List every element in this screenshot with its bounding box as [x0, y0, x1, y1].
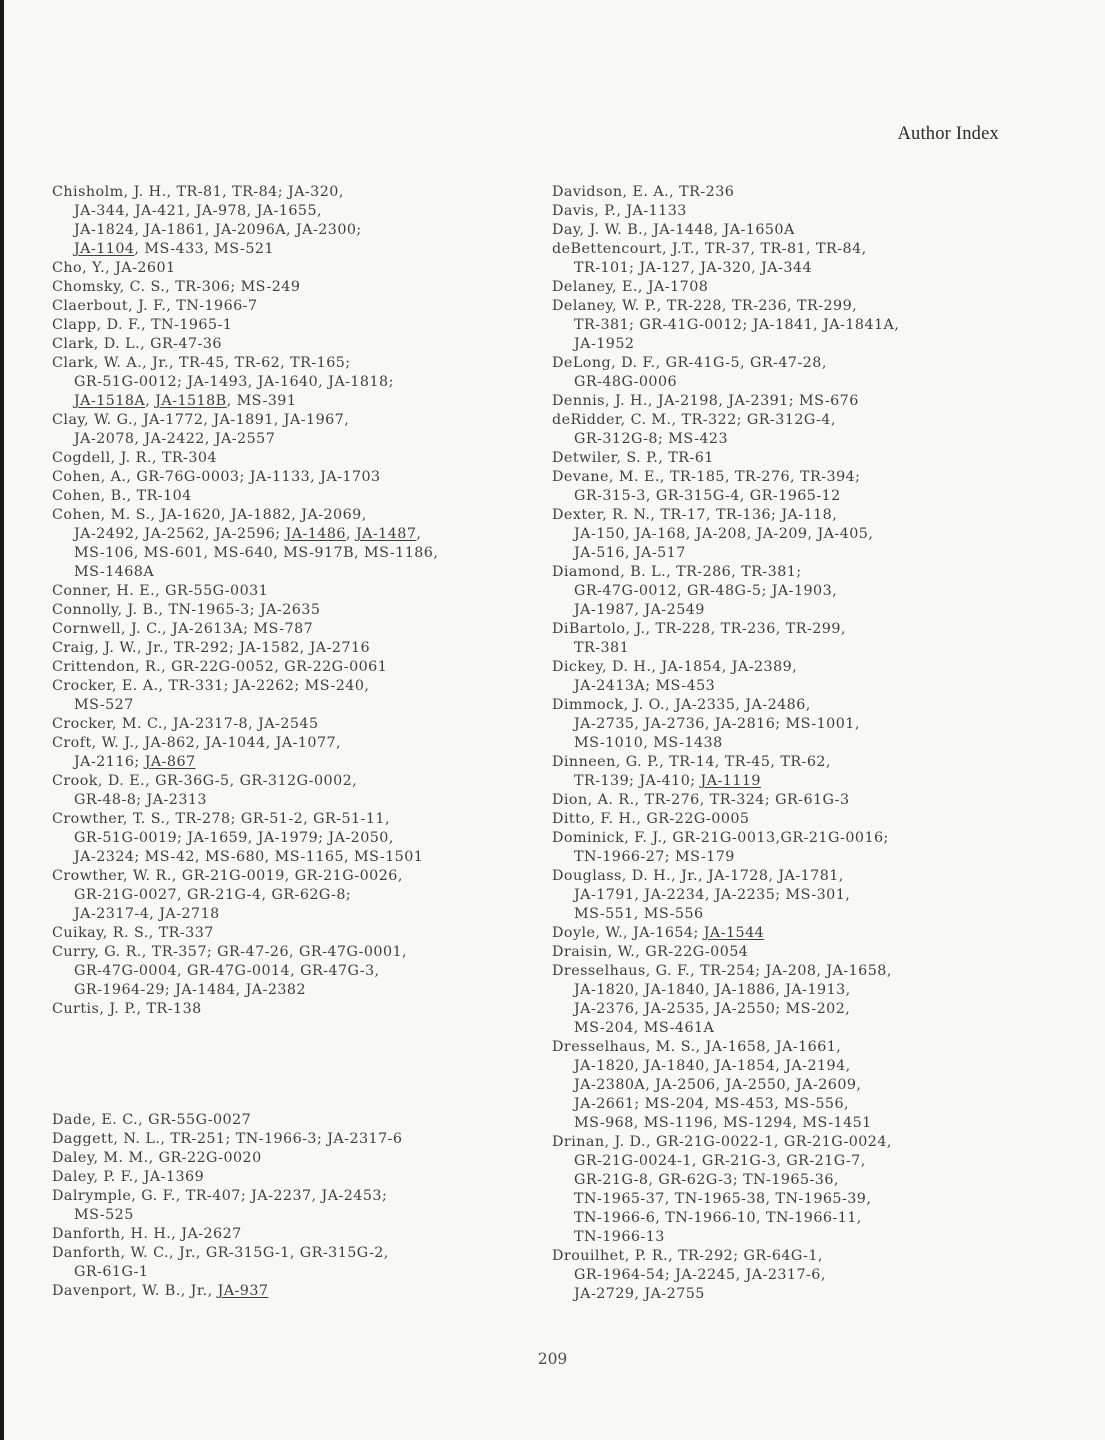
- entry-text: Crittendon, R., GR-22G-0052, GR-22G-0061: [52, 659, 388, 675]
- right-column: [552, 183, 1022, 1304]
- underlined-reference: JA-1104: [74, 241, 135, 257]
- index-entry: [52, 677, 522, 715]
- entry-text: Diamond, B. L., TR-286, TR-381;: [552, 564, 802, 580]
- underlined-reference: JA-1518B: [155, 393, 227, 409]
- entry-text: Connolly, J. B., TN-1965-3; JA-2635: [52, 602, 321, 618]
- entry-text: Croft, W. J., JA-862, JA-1044, JA-1077,: [52, 735, 342, 751]
- entry-text: JA-1791, JA-2234, JA-2235; MS-301,: [574, 887, 851, 903]
- entry-text: TN-1966-6, TN-1966-10, TN-1966-11,: [574, 1210, 862, 1226]
- index-entry: [552, 449, 1022, 468]
- underlined-reference: JA-1544: [703, 925, 765, 941]
- entry-text: Daley, M. M., GR-22G-0020: [52, 1150, 262, 1166]
- entry-text: Dalrymple, G. F., TR-407; JA-2237, JA-2453;: [52, 1188, 388, 1204]
- entry-text: Dresselhaus, M. S., JA-1658, JA-1661,: [552, 1039, 842, 1055]
- entry-text: JA-2317-4, JA-2718: [74, 906, 220, 922]
- entry-text: Clark, W. A., Jr., TR-45, TR-62, TR-165;: [52, 355, 351, 371]
- index-entry: [52, 1225, 522, 1244]
- index-entry: [52, 278, 522, 297]
- index-entry: [52, 1000, 522, 1019]
- entry-text: Daggett, N. L., TR-251; TN-1966-3; JA-2317-6: [52, 1131, 403, 1147]
- entry-text: JA-2376, JA-2535, JA-2550; MS-202,: [574, 1001, 851, 1017]
- entry-text: , MS-391: [226, 393, 297, 409]
- index-entry: [552, 278, 1022, 297]
- entry-text: Detwiler, S. P., TR-61: [552, 450, 714, 466]
- index-entry: [52, 810, 522, 867]
- underlined-reference: JA-937: [217, 1283, 269, 1299]
- entry-text: Dinneen, G. P., TR-14, TR-45, TR-62,: [552, 754, 831, 770]
- index-entry: [52, 734, 522, 772]
- index-entry: [52, 487, 522, 506]
- entry-text: GR-21G-0027, GR-21G-4, GR-62G-8;: [74, 887, 352, 903]
- index-entry: [552, 202, 1022, 221]
- entry-text: JA-1820, JA-1840, JA-1886, JA-1913,: [574, 982, 851, 998]
- entry-text: Crocker, M. C., JA-2317-8, JA-2545: [52, 716, 319, 732]
- entry-text: Douglass, D. H., Jr., JA-1728, JA-1781,: [552, 868, 844, 884]
- entry-text: MS-551, MS-556: [574, 906, 704, 922]
- entry-text: Davis, P., JA-1133: [552, 203, 687, 219]
- index-entry: [52, 943, 522, 1000]
- entry-text: Cornwell, J. C., JA-2613A; MS-787: [52, 621, 314, 637]
- index-section-c: [52, 183, 522, 1019]
- entry-text: Cohen, B., TR-104: [52, 488, 192, 504]
- index-entry: [552, 297, 1022, 354]
- entry-text: deRidder, C. M., TR-322; GR-312G-4,: [552, 412, 836, 428]
- entry-text: Clay, W. G., JA-1772, JA-1891, JA-1967,: [52, 412, 350, 428]
- underlined-reference: JA-1487: [355, 526, 417, 542]
- index-entry: [52, 411, 522, 449]
- entry-text: Clark, D. L., GR-47-36: [52, 336, 222, 352]
- index-entry: [52, 639, 522, 658]
- entry-text: Chomsky, C. S., TR-306; MS-249: [52, 279, 301, 295]
- entry-text: JA-150, JA-168, JA-208, JA-209, JA-405,: [574, 526, 874, 542]
- entry-text: Draisin, W., GR-22G-0054: [552, 944, 749, 960]
- index-entry: [552, 867, 1022, 924]
- index-entry: [52, 316, 522, 335]
- entry-text: TN-1965-37, TN-1965-38, TN-1965-39,: [574, 1191, 872, 1207]
- index-entry: [52, 468, 522, 487]
- entry-text: Doyle, W., JA-1654;: [552, 925, 704, 941]
- entry-text: Delaney, W. P., TR-228, TR-236, TR-299,: [552, 298, 858, 314]
- entry-text: Cho, Y., JA-2601: [52, 260, 176, 276]
- entry-text: Danforth, W. C., Jr., GR-315G-1, GR-315G-2,: [52, 1245, 389, 1261]
- entry-text: Conner, H. E., GR-55G-0031: [52, 583, 269, 599]
- entry-text: MS-1468A: [74, 564, 155, 580]
- entry-text: GR-48G-0006: [574, 374, 678, 390]
- index-entry: [52, 772, 522, 810]
- entry-text: MS-106, MS-601, MS-640, MS-917B, MS-1186,: [74, 545, 439, 561]
- entry-text: JA-2729, JA-2755: [574, 1286, 705, 1302]
- index-entry: [52, 1244, 522, 1282]
- index-entry: [52, 259, 522, 278]
- underlined-reference: JA-1119: [700, 773, 761, 789]
- entry-text: TR-381; GR-41G-0012; JA-1841, JA-1841A,: [574, 317, 900, 333]
- entry-text: , MS-433, MS-521: [134, 241, 274, 257]
- entry-text: Cohen, M. S., JA-1620, JA-1882, JA-2069,: [52, 507, 367, 523]
- index-entry: [52, 1149, 522, 1168]
- entry-text: Dimmock, J. O., JA-2335, JA-2486,: [552, 697, 811, 713]
- index-entry: [52, 715, 522, 734]
- index-entry: [552, 696, 1022, 753]
- entry-text: Dennis, J. H., JA-2198, JA-2391; MS-676: [552, 393, 859, 409]
- entry-text: GR-21G-0024-1, GR-21G-3, GR-21G-7,: [574, 1153, 866, 1169]
- entry-text: Davidson, E. A., TR-236: [552, 184, 735, 200]
- entry-text: Drinan, J. D., GR-21G-0022-1, GR-21G-0024,: [552, 1134, 892, 1150]
- entry-text: DeLong, D. F., GR-41G-5, GR-47-28,: [552, 355, 827, 371]
- underlined-reference: JA-867: [144, 754, 196, 770]
- underlined-reference: JA-1486: [285, 526, 346, 542]
- index-entry: [552, 354, 1022, 392]
- entry-text: TR-101; JA-127, JA-320, JA-344: [574, 260, 812, 276]
- index-entry: [52, 1282, 522, 1301]
- index-section-d-right: [552, 183, 1022, 1304]
- entry-text: Dexter, R. N., TR-17, TR-136; JA-118,: [552, 507, 838, 523]
- running-header: Author Index: [897, 124, 999, 144]
- index-entry: [52, 582, 522, 601]
- index-entry: [52, 601, 522, 620]
- entry-text: MS-527: [74, 697, 134, 713]
- entry-text: deBettencourt, J.T., TR-37, TR-81, TR-84,: [552, 241, 867, 257]
- index-entry: [52, 620, 522, 639]
- index-entry: [552, 411, 1022, 449]
- index-entry: [552, 1038, 1022, 1133]
- entry-text: Crowther, W. R., GR-21G-0019, GR-21G-0026,: [52, 868, 403, 884]
- entry-text: TR-139; JA-410;: [574, 773, 701, 789]
- index-entry: [552, 1247, 1022, 1304]
- index-entry: [52, 1130, 522, 1149]
- entry-text: GR-312G-8; MS-423: [574, 431, 729, 447]
- entry-text: Day, J. W. B., JA-1448, JA-1650A: [552, 222, 795, 238]
- index-entry: [52, 1187, 522, 1225]
- page-edge-rule: [0, 0, 4, 1440]
- entry-text: MS-204, MS-461A: [574, 1020, 715, 1036]
- entry-text: Crowther, T. S., TR-278; GR-51-2, GR-51-11,: [52, 811, 390, 827]
- entry-text: Curtis, J. P., TR-138: [52, 1001, 202, 1017]
- index-entry: [552, 810, 1022, 829]
- entry-text: Crook, D. E., GR-36G-5, GR-312G-0002,: [52, 773, 358, 789]
- page-number: 209: [537, 1350, 568, 1368]
- entry-text: MS-525: [74, 1207, 134, 1223]
- entry-text: JA-2116;: [74, 754, 145, 770]
- index-entry: [52, 658, 522, 677]
- index-entry: [552, 791, 1022, 810]
- entry-text: JA-2413A; MS-453: [574, 678, 716, 694]
- entry-text: GR-51G-0012; JA-1493, JA-1640, JA-1818;: [74, 374, 394, 390]
- index-entry: [52, 335, 522, 354]
- index-entry: [52, 1168, 522, 1187]
- index-entry: [52, 354, 522, 411]
- index-entry: [552, 658, 1022, 696]
- entry-text: JA-2661; MS-204, MS-453, MS-556,: [574, 1096, 849, 1112]
- entry-text: TR-381: [574, 640, 630, 656]
- entry-text: ,: [145, 393, 156, 409]
- index-entry: [552, 506, 1022, 563]
- index-entry: [552, 240, 1022, 278]
- entry-text: JA-1987, JA-2549: [574, 602, 705, 618]
- entry-text: JA-516, JA-517: [574, 545, 686, 561]
- entry-text: GR-315-3, GR-315G-4, GR-1965-12: [574, 488, 841, 504]
- entry-text: Dresselhaus, G. F., TR-254; JA-208, JA-1658,: [552, 963, 892, 979]
- entry-text: Cogdell, J. R., TR-304: [52, 450, 217, 466]
- entry-text: Drouilhet, P. R., TR-292; GR-64G-1,: [552, 1248, 823, 1264]
- index-entry: [552, 829, 1022, 867]
- left-column: [52, 183, 522, 1301]
- index-entry: [552, 392, 1022, 411]
- entry-text: Cohen, A., GR-76G-0003; JA-1133, JA-1703: [52, 469, 381, 485]
- index-section-d-left: [52, 1111, 522, 1301]
- index-entry: [552, 221, 1022, 240]
- index-entry: [552, 962, 1022, 1038]
- entry-text: JA-1820, JA-1840, JA-1854, JA-2194,: [574, 1058, 851, 1074]
- entry-text: Delaney, E., JA-1708: [552, 279, 709, 295]
- entry-text: JA-1952: [574, 336, 635, 352]
- entry-text: JA-2324; MS-42, MS-680, MS-1165, MS-1501: [74, 849, 424, 865]
- index-entry: [552, 924, 1022, 943]
- entry-text: Ditto, F. H., GR-22G-0005: [552, 811, 750, 827]
- entry-text: Cuikay, R. S., TR-337: [52, 925, 214, 941]
- entry-text: TN-1966-13: [574, 1229, 665, 1245]
- entry-text: Curry, G. R., TR-357; GR-47-26, GR-47G-0001,: [52, 944, 408, 960]
- index-entry: [552, 1133, 1022, 1247]
- index-entry: [552, 563, 1022, 620]
- entry-text: JA-2078, JA-2422, JA-2557: [74, 431, 276, 447]
- entry-text: Dade, E. C., GR-55G-0027: [52, 1112, 252, 1128]
- entry-text: GR-21G-8, GR-62G-3; TN-1965-36,: [574, 1172, 839, 1188]
- index-entry: [52, 924, 522, 943]
- entry-text: Daley, P. F., JA-1369: [52, 1169, 205, 1185]
- entry-text: JA-344, JA-421, JA-978, JA-1655,: [74, 203, 323, 219]
- entry-text: GR-1964-54; JA-2245, JA-2317-6,: [574, 1267, 826, 1283]
- index-entry: [552, 620, 1022, 658]
- entry-text: ,: [345, 526, 356, 542]
- entry-text: MS-968, MS-1196, MS-1294, MS-1451: [574, 1115, 872, 1131]
- index-entry: [552, 183, 1022, 202]
- index-entry: [552, 943, 1022, 962]
- entry-text: ,: [416, 526, 422, 542]
- entry-text: MS-1010, MS-1438: [574, 735, 723, 751]
- entry-text: TN-1966-27; MS-179: [574, 849, 735, 865]
- entry-text: GR-61G-1: [74, 1264, 149, 1280]
- entry-text: Crocker, E. A., TR-331; JA-2262; MS-240,: [52, 678, 370, 694]
- index-entry: [52, 1111, 522, 1130]
- entry-text: Claerbout, J. F., TN-1966-7: [52, 298, 258, 314]
- entry-text: Clapp, D. F., TN-1965-1: [52, 317, 233, 333]
- index-entry: [52, 449, 522, 468]
- entry-text: GR-51G-0019; JA-1659, JA-1979; JA-2050,: [74, 830, 394, 846]
- entry-text: GR-1964-29; JA-1484, JA-2382: [74, 982, 307, 998]
- index-entry: [52, 183, 522, 259]
- entry-text: GR-47G-0004, GR-47G-0014, GR-47G-3,: [74, 963, 380, 979]
- entry-text: Chisholm, J. H., TR-81, TR-84; JA-320,: [52, 184, 344, 200]
- entry-text: JA-1824, JA-1861, JA-2096A, JA-2300;: [74, 222, 362, 238]
- entry-text: Craig, J. W., Jr., TR-292; JA-1582, JA-2716: [52, 640, 371, 656]
- entry-text: Danforth, H. H., JA-2627: [52, 1226, 242, 1242]
- entry-text: Dominick, F. J., GR-21G-0013,GR-21G-0016;: [552, 830, 889, 846]
- index-entry: [552, 753, 1022, 791]
- entry-text: Davenport, W. B., Jr.,: [52, 1283, 218, 1299]
- entry-text: DiBartolo, J., TR-228, TR-236, TR-299,: [552, 621, 846, 637]
- entry-text: GR-47G-0012, GR-48G-5; JA-1903,: [574, 583, 838, 599]
- index-entry: [52, 506, 522, 582]
- index-entry: [552, 468, 1022, 506]
- entry-text: GR-48-8; JA-2313: [74, 792, 207, 808]
- underlined-reference: JA-1518A: [74, 393, 146, 409]
- entry-text: Dickey, D. H., JA-1854, JA-2389,: [552, 659, 798, 675]
- index-entry: [52, 297, 522, 316]
- entry-text: JA-2735, JA-2736, JA-2816; MS-1001,: [574, 716, 860, 732]
- entry-text: Dion, A. R., TR-276, TR-324; GR-61G-3: [552, 792, 850, 808]
- entry-text: Devane, M. E., TR-185, TR-276, TR-394;: [552, 469, 861, 485]
- entry-text: JA-2492, JA-2562, JA-2596;: [74, 526, 286, 542]
- index-entry: [52, 867, 522, 924]
- entry-text: JA-2380A, JA-2506, JA-2550, JA-2609,: [574, 1077, 862, 1093]
